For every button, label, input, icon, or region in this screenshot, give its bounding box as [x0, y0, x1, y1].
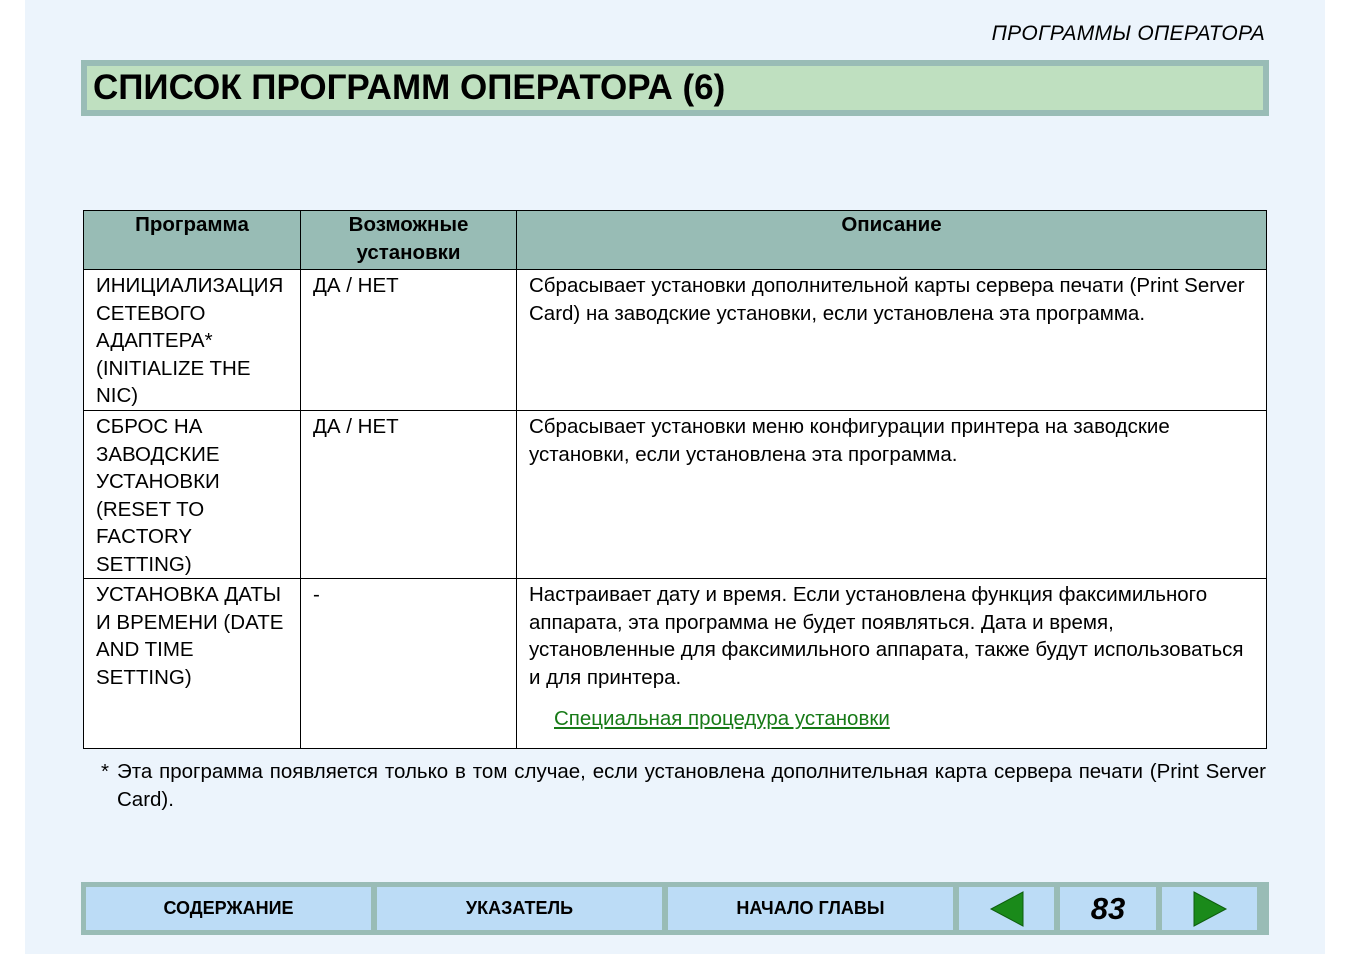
cell-description: Сбрасывает установки дополнительной карты сервера печати (Print Server Card) на заводские установки, если установлена эта программа.	[517, 270, 1267, 411]
cell-settings: ДА / НЕТ	[301, 411, 517, 579]
title-bar	[81, 60, 1269, 116]
cell-description	[517, 579, 1267, 749]
table-row	[84, 579, 1267, 749]
contents-button[interactable]: СОДЕРЖАНИЕ	[86, 887, 371, 930]
page-number: 83	[1060, 887, 1156, 930]
previous-page-button[interactable]	[959, 887, 1054, 930]
manual-page	[25, 0, 1325, 954]
table-row	[84, 270, 1267, 411]
next-page-button[interactable]	[1162, 887, 1257, 930]
footnote	[101, 758, 1266, 813]
triangle-left-icon	[989, 890, 1025, 928]
column-header-settings: Возможные установки	[301, 211, 517, 270]
table-row	[84, 411, 1267, 579]
cell-settings: -	[301, 579, 517, 749]
column-header-program: Программа	[84, 211, 301, 270]
running-header: ПРОГРАММЫ ОПЕРАТОРА	[991, 22, 1265, 45]
description-text: Настраивает дату и время. Если установлена функция факсимильного аппарата, эта программа не будет появляться. Дата и время, установленные для факсимильного аппарата, также будут использоваться и для принтера.	[529, 583, 1244, 689]
programs-table	[83, 210, 1267, 749]
footnote-marker: *	[101, 760, 109, 783]
cell-program: УСТАНОВКА ДАТЫ И ВРЕМЕНИ (DATE AND TIME SETTING)	[84, 579, 301, 749]
triangle-right-icon	[1192, 890, 1228, 928]
cell-description: Сбрасывает установки меню конфигурации принтера на заводские установки, если установлена эта программа.	[517, 411, 1267, 579]
chapter-start-button[interactable]: НАЧАЛО ГЛАВЫ	[668, 887, 953, 930]
navigation-bar	[81, 882, 1269, 935]
page-title: СПИСОК ПРОГРАММ ОПЕРАТОРА (6)	[93, 68, 726, 107]
index-button[interactable]: УКАЗАТЕЛЬ	[377, 887, 662, 930]
special-procedure-link[interactable]: Специальная процедура установки	[554, 707, 890, 730]
cell-program: ИНИЦИАЛИЗАЦИЯ СЕТЕВОГО АДАПТЕРА* (INITIALIZE THE NIC)	[84, 270, 301, 411]
cell-settings: ДА / НЕТ	[301, 270, 517, 411]
table-header-row	[84, 211, 1267, 270]
cell-program: СБРОС НА ЗАВОДСКИЕ УСТАНОВКИ (RESET TO FACTORY SETTING)	[84, 411, 301, 579]
footnote-text: Эта программа появляется только в том случае, если установлена дополнительная карта сервера печати (Print Server Card).	[117, 760, 1266, 811]
column-header-description: Описание	[517, 211, 1267, 270]
